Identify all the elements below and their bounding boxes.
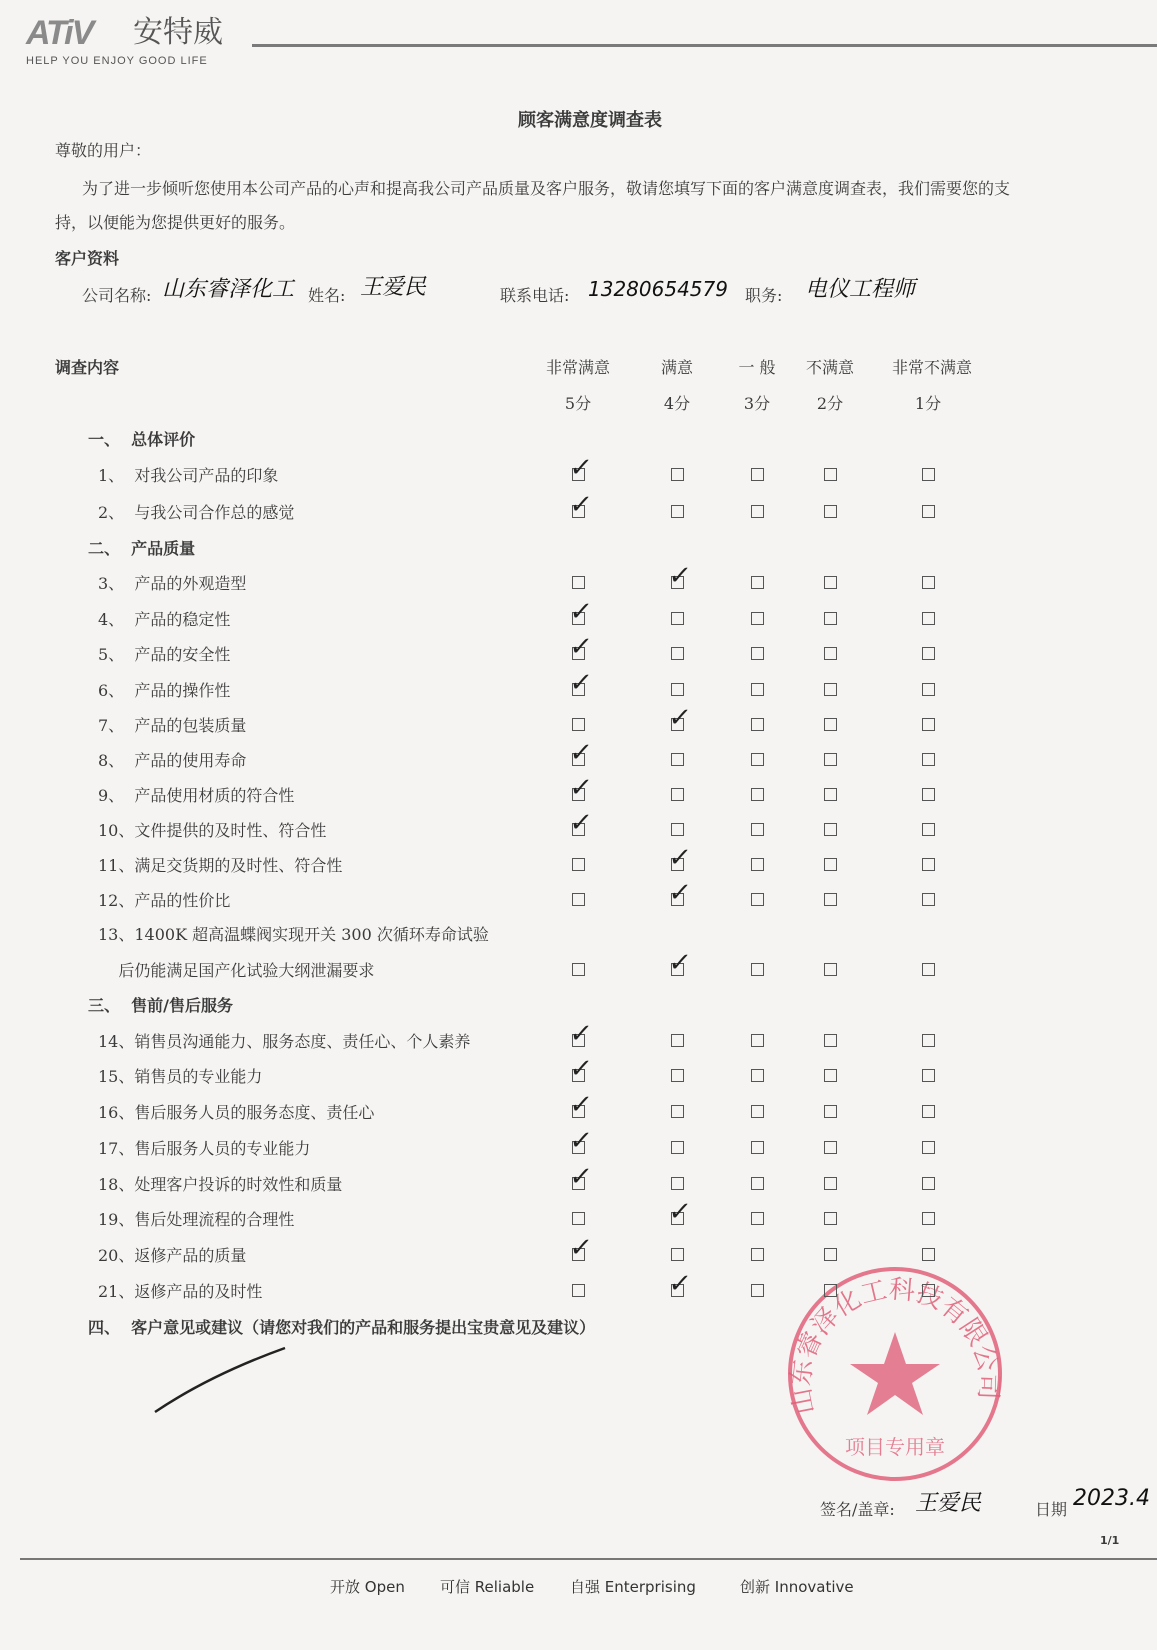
checkmark-icon: ✓ bbox=[666, 878, 693, 908]
section-heading: 二、 产品质量 bbox=[88, 539, 196, 558]
rating-checkbox-1[interactable] bbox=[922, 1284, 935, 1297]
rating-checkbox-1[interactable] bbox=[922, 718, 935, 731]
checkmark-icon: ✓ bbox=[567, 773, 594, 803]
rating-checkbox-1[interactable] bbox=[922, 468, 935, 481]
checkmark-icon: ✓ bbox=[567, 1233, 594, 1263]
survey-item-label: 3、 产品的外观造型 bbox=[98, 574, 247, 593]
company-stamp bbox=[780, 1262, 1010, 1492]
column-score: 1分 bbox=[914, 394, 942, 413]
survey-item-label: 4、 产品的稳定性 bbox=[98, 610, 231, 629]
rating-checkbox-1[interactable] bbox=[922, 1141, 935, 1154]
rating-checkbox-3[interactable] bbox=[751, 505, 764, 518]
checkmark-icon: ✓ bbox=[567, 1126, 594, 1156]
rating-checkbox-1[interactable] bbox=[922, 647, 935, 660]
rating-checkbox-1[interactable] bbox=[922, 823, 935, 836]
column-label: 满意 bbox=[660, 358, 693, 377]
handwritten-stroke bbox=[150, 1340, 300, 1420]
survey-item-label: 7、 产品的包装质量 bbox=[98, 716, 247, 735]
rating-checkbox-3[interactable] bbox=[751, 1212, 764, 1225]
rating-checkbox-3[interactable] bbox=[751, 788, 764, 801]
checkmark-icon: ✓ bbox=[567, 632, 594, 662]
rating-checkbox-4[interactable] bbox=[671, 1034, 684, 1047]
rating-checkbox-4[interactable] bbox=[671, 683, 684, 696]
rating-checkbox-3[interactable] bbox=[751, 1284, 764, 1297]
survey-item-label: 2、 与我公司合作总的感觉 bbox=[98, 503, 295, 522]
survey-item-label: 6、 产品的操作性 bbox=[98, 681, 231, 700]
rating-checkbox-2[interactable] bbox=[824, 1212, 837, 1225]
survey-item-label: 17、售后服务人员的专业能力 bbox=[98, 1139, 311, 1158]
rating-checkbox-4[interactable] bbox=[671, 823, 684, 836]
rating-checkbox-3[interactable] bbox=[751, 963, 764, 976]
rating-checkbox-4[interactable] bbox=[671, 612, 684, 625]
page-number: 1/1 bbox=[1100, 1534, 1120, 1547]
rating-checkbox-3[interactable] bbox=[751, 683, 764, 696]
column-score: 3分 bbox=[743, 394, 771, 413]
rating-checkbox-3[interactable] bbox=[751, 1105, 764, 1118]
svg-text:项目专用章: 项目专用章 bbox=[845, 1435, 945, 1459]
column-label: 不满意 bbox=[805, 358, 854, 377]
survey-item-label: 16、售后服务人员的服务态度、责任心 bbox=[98, 1103, 375, 1122]
logo-mark: ATiV bbox=[26, 14, 93, 52]
rating-checkbox-2[interactable] bbox=[824, 468, 837, 481]
survey-item-label: 15、销售员的专业能力 bbox=[98, 1067, 263, 1086]
rating-checkbox-4[interactable] bbox=[671, 647, 684, 660]
checkmark-icon: ✓ bbox=[666, 1197, 693, 1227]
rating-checkbox-2[interactable] bbox=[824, 963, 837, 976]
rating-checkbox-5[interactable] bbox=[572, 963, 585, 976]
rating-checkbox-4[interactable] bbox=[671, 1177, 684, 1190]
rating-checkbox-1[interactable] bbox=[922, 1177, 935, 1190]
survey-item-label: 后仍能满足国产化试验大纲泄漏要求 bbox=[98, 961, 375, 980]
checkmark-icon: ✓ bbox=[666, 561, 693, 591]
rating-checkbox-3[interactable] bbox=[751, 823, 764, 836]
svg-text:山东睿泽化工科技有限公司: 山东睿泽化工科技有限公司 bbox=[786, 1274, 1004, 1417]
rating-checkbox-2[interactable] bbox=[824, 1105, 837, 1118]
rating-checkbox-1[interactable] bbox=[922, 788, 935, 801]
rating-checkbox-1[interactable] bbox=[922, 753, 935, 766]
survey-item-label: 9、 产品使用材质的符合性 bbox=[98, 786, 295, 805]
column-label: 非常满意 bbox=[545, 358, 610, 377]
rating-checkbox-2[interactable] bbox=[824, 1248, 837, 1261]
rating-checkbox-2[interactable] bbox=[824, 1069, 837, 1082]
rating-checkbox-4[interactable] bbox=[671, 468, 684, 481]
rating-checkbox-1[interactable] bbox=[922, 1069, 935, 1082]
signature-value[interactable]: 王爱民 bbox=[915, 1491, 982, 1516]
rating-checkbox-3[interactable] bbox=[751, 612, 764, 625]
rating-checkbox-1[interactable] bbox=[922, 505, 935, 518]
rating-checkbox-2[interactable] bbox=[824, 1284, 837, 1297]
rating-checkbox-4[interactable] bbox=[671, 1248, 684, 1261]
checkmark-icon: ✓ bbox=[666, 843, 693, 873]
logo-chinese-name: 安特威 bbox=[133, 15, 223, 50]
rating-checkbox-3[interactable] bbox=[751, 858, 764, 871]
rating-checkbox-2[interactable] bbox=[824, 1177, 837, 1190]
greeting: 尊敬的用户： bbox=[55, 141, 152, 160]
checkmark-icon: ✓ bbox=[567, 738, 594, 768]
column-label: 一 般 bbox=[738, 358, 776, 377]
rating-checkbox-4[interactable] bbox=[671, 1141, 684, 1154]
checkmark-icon: ✓ bbox=[567, 668, 594, 698]
checkmark-icon: ✓ bbox=[567, 1054, 594, 1084]
footer-value-reliable: 可信 Reliable bbox=[440, 1578, 535, 1596]
survey-item-label: 14、销售员沟通能力、服务态度、责任心、个人素养 bbox=[98, 1032, 471, 1051]
rating-checkbox-2[interactable] bbox=[824, 753, 837, 766]
rating-checkbox-1[interactable] bbox=[922, 893, 935, 906]
survey-item-label: 11、满足交货期的及时性、符合性 bbox=[98, 856, 343, 875]
rating-checkbox-3[interactable] bbox=[751, 893, 764, 906]
checkmark-icon: ✓ bbox=[567, 808, 594, 838]
section-heading: 一、 总体评价 bbox=[88, 430, 196, 449]
footer-value-enterprising: 自强 Enterprising bbox=[570, 1578, 696, 1596]
survey-item-label: 8、 产品的使用寿命 bbox=[98, 751, 247, 770]
rating-checkbox-2[interactable] bbox=[824, 1141, 837, 1154]
phone-value[interactable]: 13280654579 bbox=[588, 277, 728, 301]
survey-item-label: 10、文件提供的及时性、符合性 bbox=[98, 821, 327, 840]
phone-label: 联系电话: bbox=[500, 286, 570, 305]
rating-checkbox-1[interactable] bbox=[922, 612, 935, 625]
survey-item-label: 18、处理客户投诉的时效性和质量 bbox=[98, 1175, 343, 1194]
survey-item-label: 5、 产品的安全性 bbox=[98, 645, 231, 664]
checkmark-icon: ✓ bbox=[567, 1019, 594, 1049]
rating-checkbox-1[interactable] bbox=[922, 1248, 935, 1261]
survey-content-heading: 调查内容 bbox=[55, 358, 120, 377]
rating-checkbox-3[interactable] bbox=[751, 576, 764, 589]
rating-checkbox-3[interactable] bbox=[751, 468, 764, 481]
column-score: 2分 bbox=[816, 394, 844, 413]
customer-section-heading: 客户资料 bbox=[55, 249, 120, 268]
survey-item-label: 12、产品的性价比 bbox=[98, 891, 231, 910]
checkmark-icon: ✓ bbox=[567, 490, 594, 520]
rating-checkbox-1[interactable] bbox=[922, 1212, 935, 1225]
rating-checkbox-5[interactable] bbox=[572, 718, 585, 731]
rating-checkbox-2[interactable] bbox=[824, 893, 837, 906]
footer-divider bbox=[20, 1558, 1157, 1560]
rating-checkbox-3[interactable] bbox=[751, 647, 764, 660]
checkmark-icon: ✓ bbox=[666, 1269, 693, 1299]
rating-checkbox-5[interactable] bbox=[572, 858, 585, 871]
date-value[interactable]: 2023.4 bbox=[1073, 1486, 1150, 1511]
rating-checkbox-2[interactable] bbox=[824, 1034, 837, 1047]
column-score: 4分 bbox=[663, 394, 691, 413]
rating-checkbox-2[interactable] bbox=[824, 718, 837, 731]
rating-checkbox-2[interactable] bbox=[824, 576, 837, 589]
footer-value-open: 开放 Open bbox=[330, 1578, 405, 1596]
company-label: 公司名称: bbox=[82, 286, 152, 305]
checkmark-icon: ✓ bbox=[567, 1090, 594, 1120]
rating-checkbox-1[interactable] bbox=[922, 1105, 935, 1118]
position-label: 职务: bbox=[745, 286, 783, 305]
column-label: 非常不满意 bbox=[892, 358, 973, 377]
header-divider bbox=[252, 44, 1157, 47]
company-value[interactable]: 山东睿泽化工 bbox=[162, 277, 295, 302]
footer-value-innovative: 创新 Innovative bbox=[740, 1578, 854, 1596]
signature-label: 签名/盖章: bbox=[820, 1500, 895, 1519]
rating-checkbox-2[interactable] bbox=[824, 858, 837, 871]
rating-checkbox-3[interactable] bbox=[751, 1177, 764, 1190]
intro-line-1: 为了进一步倾听您使用本公司产品的心声和提高我公司产品质量及客户服务，敬请您填写下面的客户满意度调查表，我们需要您的支 bbox=[82, 179, 1011, 198]
rating-checkbox-1[interactable] bbox=[922, 576, 935, 589]
rating-checkbox-2[interactable] bbox=[824, 683, 837, 696]
rating-checkbox-5[interactable] bbox=[572, 1212, 585, 1225]
logo-tagline: HELP YOU ENJOY GOOD LIFE bbox=[26, 55, 208, 67]
rating-checkbox-4[interactable] bbox=[671, 505, 684, 518]
rating-checkbox-1[interactable] bbox=[922, 963, 935, 976]
checkmark-icon: ✓ bbox=[666, 703, 693, 733]
section-heading: 三、 售前/售后服务 bbox=[88, 996, 233, 1015]
rating-checkbox-1[interactable] bbox=[922, 1034, 935, 1047]
rating-checkbox-3[interactable] bbox=[751, 1034, 764, 1047]
name-value[interactable]: 王爱民 bbox=[360, 275, 427, 300]
survey-item-label: 1、 对我公司产品的印象 bbox=[98, 466, 279, 485]
position-value[interactable]: 电仪工程师 bbox=[805, 277, 916, 302]
rating-checkbox-2[interactable] bbox=[824, 823, 837, 836]
rating-checkbox-4[interactable] bbox=[671, 753, 684, 766]
rating-checkbox-5[interactable] bbox=[572, 1284, 585, 1297]
rating-checkbox-4[interactable] bbox=[671, 1105, 684, 1118]
rating-checkbox-5[interactable] bbox=[572, 893, 585, 906]
rating-checkbox-2[interactable] bbox=[824, 647, 837, 660]
checkmark-icon: ✓ bbox=[567, 1162, 594, 1192]
rating-checkbox-3[interactable] bbox=[751, 718, 764, 731]
date-label: 日期 bbox=[1035, 1500, 1068, 1519]
intro-line-2: 持，以便能为您提供更好的服务。 bbox=[55, 213, 296, 232]
column-score: 5分 bbox=[564, 394, 592, 413]
rating-checkbox-5[interactable] bbox=[572, 576, 585, 589]
survey-item-label: 20、返修产品的质量 bbox=[98, 1246, 247, 1265]
rating-checkbox-3[interactable] bbox=[751, 753, 764, 766]
rating-checkbox-4[interactable] bbox=[671, 1069, 684, 1082]
section-heading: 四、 客户意见或建议（请您对我们的产品和服务提出宝贵意见及建议） bbox=[88, 1318, 596, 1337]
rating-checkbox-4[interactable] bbox=[671, 788, 684, 801]
name-label: 姓名: bbox=[308, 286, 346, 305]
checkmark-icon: ✓ bbox=[567, 597, 594, 627]
survey-item-label: 19、售后处理流程的合理性 bbox=[98, 1210, 295, 1229]
survey-item-label: 21、返修产品的及时性 bbox=[98, 1282, 263, 1301]
rating-checkbox-1[interactable] bbox=[922, 858, 935, 871]
document-title: 顾客满意度调查表 bbox=[518, 110, 662, 131]
rating-checkbox-1[interactable] bbox=[922, 683, 935, 696]
rating-checkbox-2[interactable] bbox=[824, 612, 837, 625]
checkmark-icon: ✓ bbox=[666, 948, 693, 978]
rating-checkbox-3[interactable] bbox=[751, 1141, 764, 1154]
rating-checkbox-3[interactable] bbox=[751, 1069, 764, 1082]
rating-checkbox-3[interactable] bbox=[751, 1248, 764, 1261]
survey-item-label: 13、1400K 超高温蝶阀实现开关 300 次循环寿命试验 bbox=[98, 925, 489, 944]
rating-checkbox-2[interactable] bbox=[824, 505, 837, 518]
checkmark-icon: ✓ bbox=[567, 453, 594, 483]
rating-checkbox-2[interactable] bbox=[824, 788, 837, 801]
